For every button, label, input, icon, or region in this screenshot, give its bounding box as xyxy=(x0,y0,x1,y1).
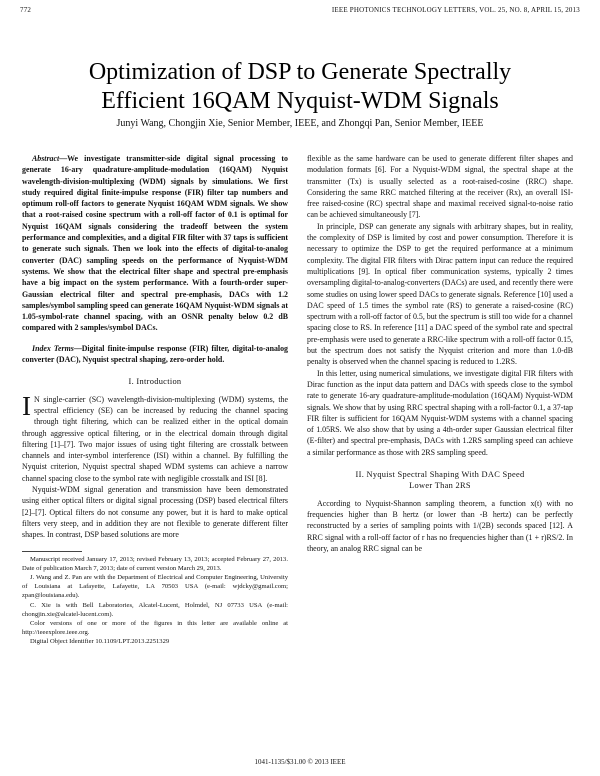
body-paragraph-4: According to Nyquist-Shannon sampling theorem, a function x(t) with no frequencies higher than B hertz (or lower than -B hertz) can be perfectly reconstructed by a series of sampling points with 1/(2B) seconds spaced [12]. A RRC signal with a roll-off factor of r has no frequencies higher than (1 + r)RS/2. In theory, an analog RRC signal can be xyxy=(307,498,573,553)
abstract xyxy=(22,153,288,334)
section-heading-2-line-1: II. Nyquist Spectral Shaping With DAC Speed xyxy=(355,470,525,480)
title-line-2: Efficient 16QAM Nyquist-WDM Signals xyxy=(101,88,499,114)
intro-paragraph-2: Nyquist-WDM signal generation and transmission have been demonstrated using either optical filters or digital signal processing (DSP) based electrical filters [2]–[7]. Optical filters do not consume any power, but it is hard to make optical filters very steep, and in addition they are not flexible to generate different filter shapes. In contrast, DSP based solutions are more xyxy=(22,485,288,540)
page-number: 772 xyxy=(20,6,32,14)
author-list: Junyi Wang, Chongjin Xie, Senior Member, IEEE, and Zhongqi Pan, Senior Member, IEEE xyxy=(116,118,484,129)
body-paragraph-3: In this letter, using numerical simulations, we investigate digital FIR filters with Dirac function as the input data pattern and DACs with speeds close to the symbol rate to generate 16-ary quadrature-amplitude-modulation (16QAM) Nyquist-WDM signals. We show that by using RRC spectral shaping with a roll-factor 0.1, a 37-tap FIR filter is sufficient for 16QAM Nyquist-WDM systems with a channel spacing of 1.05RS. We also show that by using a 4th-order super Gaussian electrical filter (E-filter) and spectral pre-emphasis, DACs with 1.2RS sampling speed can achieve a similar performance as those with 2RS sampling speed. xyxy=(307,368,573,457)
index-terms-text: —Digital finite-impulse response (FIR) filter, digital-to-analog converter (DAC), Nyquist spectral shaping, zero-order hold. xyxy=(22,343,288,365)
right-column xyxy=(307,153,573,554)
left-column xyxy=(22,153,288,647)
footnote-color: Color versions of one or more of the figures in this letter are available online at http://ieeexplore.ieee.org. xyxy=(22,619,288,637)
body-paragraph-1: flexible as the same hardware can be used to generate different filter shapes and modulation formats [6]. For a Nyquist-WDM signal, the spectral shape at the transmitter (Tx) is usually selected as a root-raised-cosine (RRC) shape. Considering the same RRC matched filtering at the receiver (Rx), an overall ISI-free raised-cosine (RC) spectral shape and maximal received signal-to-noise ratio can be achieved simultaneously [7]. xyxy=(307,154,573,220)
drop-cap: I xyxy=(22,390,31,421)
intro-paragraph-1 xyxy=(22,390,288,484)
index-terms-label: Index Terms xyxy=(32,343,74,353)
abstract-text: —We investigate transmitter-side digital signal processing to generate 16-ary quadrature-amplitude-modulation (16QAM) Nyquist wavelength-division-multiplexing (WDM) signals by simulations. We first study required digital finite-impulse response (FIR) filter tap numbers and optimum roll-off factors to generate Nyquist 16QAM WDM signals. We show that a root-raised cosine spectrum with a roll-off factor of 0.1 is optimal for Nyquist 16QAM signals considering the tradeoff between the system performance and complexities, and a digital FIR filter with 37 taps is sufficient to generate such signals. Then we look into the effects of digital-to-analog converter (DAC) sampling speeds on the performance of Nyquist-WDM systems. We show that the electrical filter shape and spectral pre-emphasis have a big impact on the system performance. With a fourth-order super-Gaussian electrical filter and spectral pre-emphasis, DACs with 1.2 samples/symbol sampling speed can generate 16QAM Nyquist-WDM signals at 1.05-symbol-rate channel spacing, with an OSNR penalty below 0.2 dB compared with 2 samples/symbol DACs. xyxy=(22,154,288,333)
section-heading-2 xyxy=(307,469,573,492)
section-heading-2-line-2: Lower Than 2RS xyxy=(409,481,471,491)
index-terms xyxy=(22,343,288,366)
footnote-affiliation-1: J. Wang and Z. Pan are with the Department of Electrical and Computer Engineering, University of Louisiana at Lafayette, Lafayette, LA 70503 USA (e-mail: wjdcky@gmail.com; zpan@louisiana.edu). xyxy=(22,573,288,600)
body-paragraph-2: In principle, DSP can generate any signals with arbitrary shapes, but in reality, the complexity of DSP is limited by cost and power consumption. Therefore it is necessary to optimize the DSP to get the required performance at a minimum complexity. The digital FIR filters with Dirac pattern input can reduce the required multiplications [9]. In optical fiber communication systems, typically 2 times oversampling digital-to-analog-converters (DACs) are used, and recently there were some studies on using lower speed DACs to generate signals. Reference [10] used a DAC speed of 1.5 times the symbol rate (RS) to generate a raised-cosine (RC) spectrum with a roll-off factor of 0.5, but the spectrum is still too wide for a channel spacing close to RS. In reference [11] a DAC speed of the symbol rate and spectral pre-emphasis were used to generate a RRC-like spectrum with a roll-off factor 0.15, but the spectrum does not satisfy the Nyquist criterion and more than 1.0-dB penalty is observed when the channel spacing is reduced to 1.2RS. xyxy=(307,221,573,367)
intro-paragraph-1-text: N single-carrier (SC) wavelength-division-multiplexing (WDM) systems, the spectral efficiency (SE) can be increased by reducing the channel spacing through tight filtering, which can be realized either in the optical domain through aggressive optical filtering, or in the electrical domain through digital filtering [1]–[7]. Two major issues of using tight filtering are crosstalk between channels and inter-symbol interference (ISI) within a channel. By fulfilling the Nyquist criterion, Nyquist spectral shaped WDM systems can achieve a narrow channel spacing close to the symbol rate with negligible crosstalk and ISI [8]. xyxy=(22,394,288,483)
footnote-affiliation-2: C. Xie is with Bell Laboratories, Alcatel-Lucent, Holmdel, NJ 07733 USA (e-mail: chongjin.xie@alcatel-lucent.com). xyxy=(22,601,288,618)
title-line-1: Optimization of DSP to Generate Spectrally xyxy=(88,59,512,85)
page-footer: 1041-1135/$31.00 © 2013 IEEE xyxy=(254,758,346,766)
footnote-rule xyxy=(22,551,82,552)
paper-title xyxy=(20,58,580,116)
section-heading-introduction: I. Introduction xyxy=(128,377,182,387)
abstract-label: Abstract xyxy=(32,154,60,163)
footnote-received: Manuscript received January 17, 2013; revised February 13, 2013; accepted February 27, 2013. Date of publication March 7, 2013; date of current version March 29, 2013. xyxy=(22,555,288,572)
journal-name: IEEE PHOTONICS TECHNOLOGY LETTERS, VOL. 25, NO. 8, APRIL 15, 2013 xyxy=(331,6,580,14)
footnote-doi: Digital Object Identifier 10.1109/LPT.2013.2251329 xyxy=(30,638,170,646)
